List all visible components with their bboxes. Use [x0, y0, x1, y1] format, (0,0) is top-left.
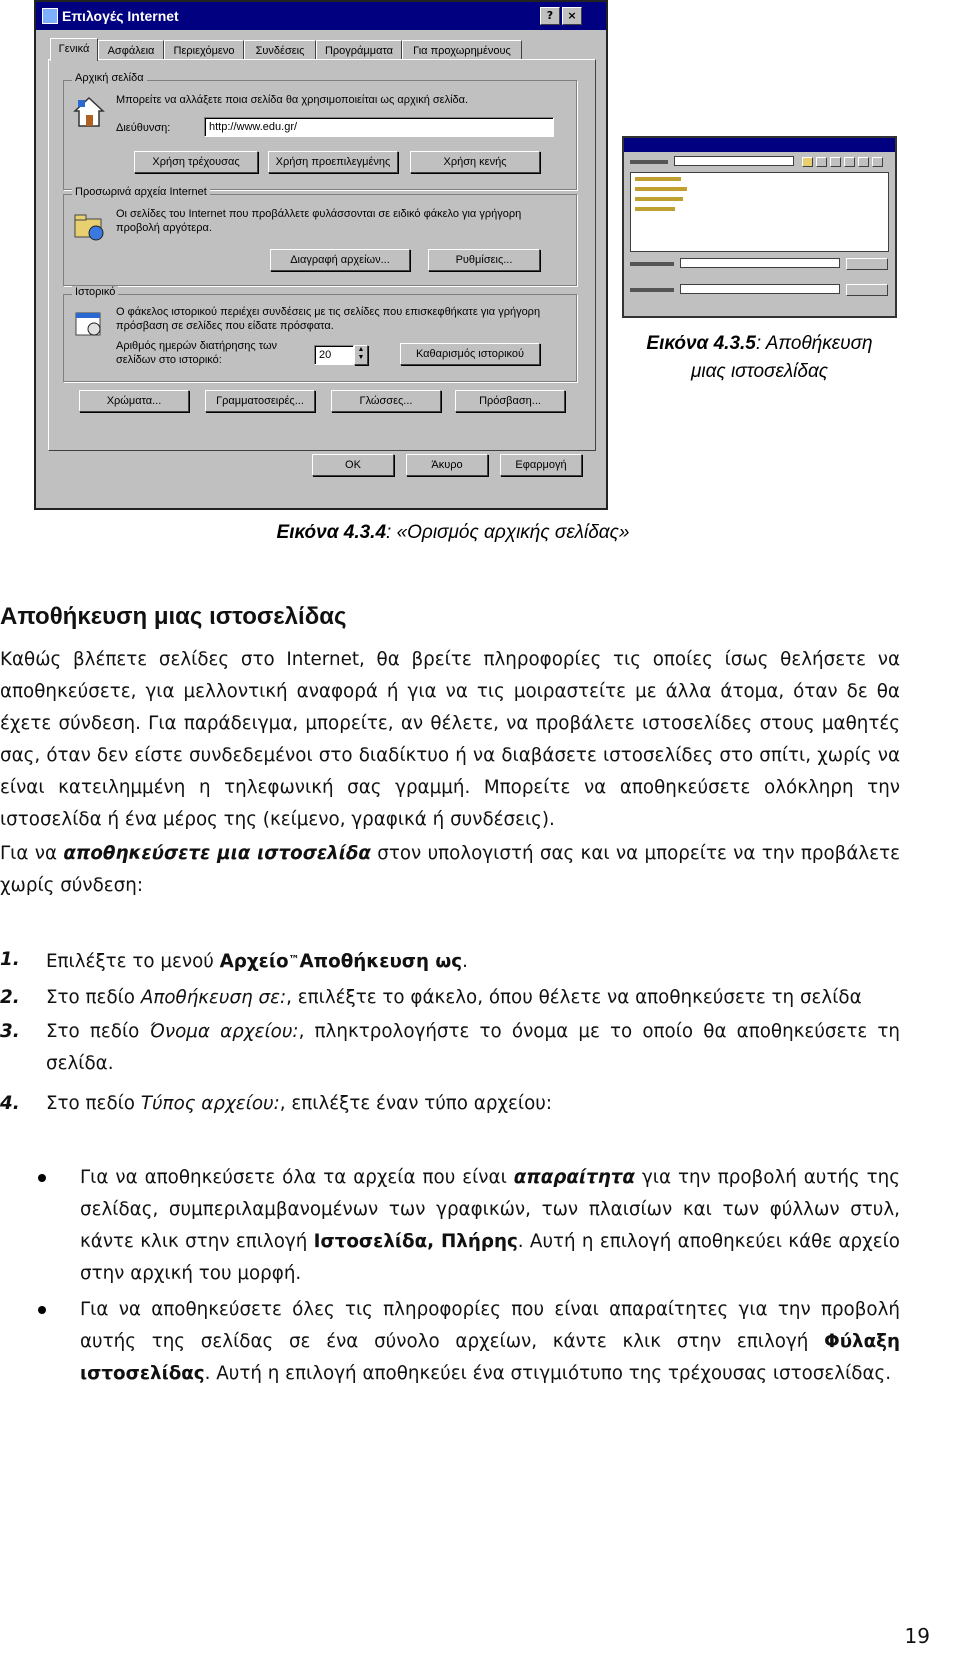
internet-options-dialog: [34, 0, 608, 510]
step-text-end: , πληκτρολογήστε το όνομα με το οποίο θα αποθηκεύσετε τη σελίδα.: [46, 1021, 901, 1074]
details-view-icon[interactable]: [844, 157, 855, 167]
section-heading: Αποθήκευση μιας ιστοσελίδας: [0, 603, 347, 630]
figure-4-3-4-number: Εικόνα 4.3.4: [276, 522, 387, 543]
settings-button[interactable]: Ρυθμίσεις...: [428, 249, 540, 271]
instruction-emphasis: αποθηκεύσετε μια ιστοσελίδα: [63, 843, 371, 864]
menu-arrow-symbol: ™: [288, 953, 300, 966]
step-text-end: , επιλέξτε το φάκελο, όπου θέλετε να αποθηκεύσετε τη σελίδα: [286, 987, 862, 1008]
save-button[interactable]: [846, 258, 888, 270]
step-text: Στο πεδίο: [46, 987, 141, 1008]
page-number: 19: [904, 1624, 930, 1648]
use-default-button[interactable]: Χρήση προεπιλεγμένης: [268, 151, 398, 173]
instruction-paragraph: [0, 838, 900, 902]
figure-4-3-4-text: : «Ορισμός αρχικής σελίδας»: [386, 522, 630, 543]
instruction-text: Για να: [0, 843, 64, 864]
bullet-text: Για να αποθηκεύσετε όλα τα αρχεία που είναι: [80, 1167, 514, 1188]
clear-history-button[interactable]: Καθαρισμός ιστορικού: [400, 343, 540, 365]
file-name-label: [630, 262, 674, 266]
tab-content[interactable]: Περιεχόμενο: [164, 40, 244, 60]
option-web-archive: Φύλαξη ιστοσελίδας: [80, 1331, 900, 1384]
bullet-dot: [38, 1174, 46, 1182]
step-number: 1.: [0, 949, 20, 970]
up-folder-icon[interactable]: [802, 157, 813, 167]
cancel-button[interactable]: Άκυρο: [406, 454, 488, 476]
step-number: 2.: [0, 987, 20, 1008]
tab-advanced[interactable]: Για προχωρημένους: [402, 40, 522, 60]
close-button[interactable]: ×: [562, 7, 582, 25]
tab-programs[interactable]: Προγράμματα: [316, 40, 402, 60]
history-icon: [72, 307, 106, 341]
folder-entry[interactable]: [635, 177, 681, 181]
step-number: 4.: [0, 1093, 20, 1114]
folder-entry[interactable]: [635, 197, 683, 201]
step-item: [0, 1088, 900, 1122]
field-file-type: Τύπος αρχείου:: [140, 1093, 280, 1114]
file-type-label: [630, 288, 674, 292]
bullet-list: [38, 1162, 900, 1390]
address-input[interactable]: http://www.edu.gr/: [204, 117, 554, 137]
history-description: Ο φάκελος ιστορικού περιέχει συνδέσεις με τις σελίδες που επισκεφθήκατε για γρήγορη πρόσβαση σε σελίδες που είδατε πρόσφατα.: [116, 306, 541, 332]
list-view-icon[interactable]: [830, 157, 841, 167]
home-page-group-label: Αρχική σελίδα: [72, 72, 147, 84]
history-days-label: Αριθμός ημερών διατήρησης των σελίδων στο ιστορικό:: [116, 340, 278, 366]
step-text-end: .: [462, 951, 468, 972]
history-days-input[interactable]: 20: [314, 345, 354, 365]
figure-4-3-4-caption: [0, 522, 906, 544]
folder-globe-icon: [72, 209, 106, 243]
step-text: Στο πεδίο: [46, 1093, 141, 1114]
figure-4-3-5-caption: [622, 330, 897, 386]
tab-connections[interactable]: Συνδέσεις: [244, 40, 316, 60]
bullet-emphasis: απαραίτητα: [513, 1167, 635, 1188]
cancel-save-button[interactable]: [846, 284, 888, 296]
tab-general[interactable]: Γενικά: [50, 38, 98, 61]
folder-entry[interactable]: [635, 207, 675, 211]
step-number: 3.: [0, 1021, 20, 1042]
save-in-dropdown[interactable]: [674, 156, 794, 166]
help-button[interactable]: ?: [540, 7, 560, 25]
bullet-dot: [38, 1306, 46, 1314]
step-item: [0, 982, 900, 1016]
field-save-in: Αποθήκευση σε:: [140, 987, 287, 1008]
desktop-icon[interactable]: [858, 157, 869, 167]
save-dialog-title-bar: [624, 138, 895, 152]
delete-files-button[interactable]: Διαγραφή αρχείων...: [270, 249, 410, 271]
home-page-group: [63, 72, 577, 190]
general-tab-panel: [48, 59, 596, 451]
address-label: Διεύθυνση:: [116, 122, 171, 134]
intro-paragraph: Καθώς βλέπετε σελίδες στο Internet, θα βρείτε πληροφορίες τις οποίες ίσως θελήσετε να αποθηκεύσετε, για μελλοντική αναφορά ή για να τις μοιραστείτε με άλλα άτομα, όταν δε θα έχετε σύνδεση. Για παράδειγμα, μπορείτε, αν θέλετε, να προβάλετε ιστοσελίδες στους μαθητές σας, όταν δεν είστε συνδεδεμένοι στο διαδίκτυο ή να διαβάσετε ιστοσελίδες στο σπίτι, χωρίς να είναι κατειλημμένη η τηλεφωνική σας γραμμή. Μπορείτε να αποθηκεύσετε ολόκληρη την ιστοσελίδα ή ένα μέρος της (κείμενο, γραφικά ή συνδέσεις).: [0, 649, 900, 830]
use-current-button[interactable]: Χρήση τρέχουσας: [134, 151, 258, 173]
temporary-files-group-label: Προσωρινά αρχεία Internet: [72, 186, 210, 198]
house-icon: [72, 95, 106, 129]
file-name-input[interactable]: [680, 258, 840, 268]
field-file-name: Όνομα αρχείου:: [149, 1021, 299, 1042]
figure-4-3-5-text-line2: μιας ιστοσελίδας: [690, 361, 829, 382]
bullet-text-end: . Αυτή η επιλογή αποθηκεύει ένα στιγμιότυπο της τρέχουσας ιστοσελίδας.: [204, 1363, 892, 1384]
step-item: [0, 944, 900, 982]
ok-button[interactable]: OK: [312, 454, 394, 476]
favorites-icon[interactable]: [872, 157, 883, 167]
option-web-page-complete: Ιστοσελίδα, Πλήρης: [313, 1231, 518, 1252]
accessibility-button[interactable]: Πρόσβαση...: [455, 390, 565, 412]
tab-security[interactable]: Ασφάλεια: [98, 40, 164, 60]
bullet-text-mid: για την προβολή αυτής της σελίδας, συμπεριλαμβανομένων των γραφικών, των πλαισίων και των φύλλων στυλ, κάντε κλικ στην επιλογή: [80, 1167, 900, 1252]
internet-options-icon: [42, 8, 58, 24]
step-text: Στο πεδίο: [46, 1021, 150, 1042]
bullet-item: [38, 1294, 900, 1390]
languages-button[interactable]: Γλώσσες...: [331, 390, 441, 412]
save-in-label: [630, 160, 668, 164]
file-list[interactable]: [630, 172, 889, 252]
step-item: [0, 1016, 900, 1088]
menu-save-as: Αποθήκευση ως: [299, 951, 463, 972]
home-page-description: Μπορείτε να αλλάξετε ποια σελίδα θα χρησιμοποιείται ως αρχική σελίδα.: [116, 94, 469, 106]
history-group-label: Ιστορικό: [72, 286, 118, 298]
folder-entry[interactable]: [635, 187, 687, 191]
use-blank-button[interactable]: Χρήση κενής: [410, 151, 540, 173]
temporary-files-group: [63, 186, 577, 286]
dialog-title: Επιλογές Internet: [62, 8, 179, 24]
apply-button[interactable]: Εφαρμογή: [500, 454, 582, 476]
figure-4-3-5-number: Εικόνα 4.3.5: [646, 333, 756, 354]
colors-button[interactable]: Χρώματα...: [79, 390, 189, 412]
history-group: [63, 286, 577, 382]
days-spinner[interactable]: ▲ ▼: [354, 345, 368, 365]
dialog-title-bar: [36, 2, 606, 30]
step-text: Επιλέξτε το μενού: [46, 951, 220, 972]
menu-file: Αρχείο: [219, 951, 289, 972]
temporary-files-description: Οι σελίδες του Internet που προβάλλετε φυλάσσονται σε ειδικό φάκελο για γρήγορη προβολή αργότερα.: [116, 208, 522, 234]
bullet-item: [38, 1162, 900, 1290]
numbered-steps: [0, 944, 900, 1122]
save-as-dialog-thumbnail: [622, 136, 897, 318]
step-text-end: , επιλέξτε έναν τύπο αρχείου:: [279, 1093, 553, 1114]
new-folder-icon[interactable]: [816, 157, 827, 167]
figure-4-3-5-text: : Αποθήκευση: [755, 333, 873, 354]
file-type-dropdown[interactable]: [680, 284, 840, 294]
bullet-text-end: . Αυτή η επιλογή αποθηκεύει κάθε αρχείο στην αρχική του μορφή.: [80, 1231, 900, 1284]
bullet-text: Για να αποθηκεύσετε όλες τις πληροφορίες που είναι απαραίτητες για την προβολή αυτής της σελίδας σε ένα σύνολο αρχείων, κάντε κλικ στην επιλογή: [80, 1299, 900, 1352]
instruction-text-end: στον υπολογιστή σας και να μπορείτε να την προβάλετε χωρίς σύνδεση:: [0, 843, 900, 896]
fonts-button[interactable]: Γραμματοσειρές...: [205, 390, 315, 412]
